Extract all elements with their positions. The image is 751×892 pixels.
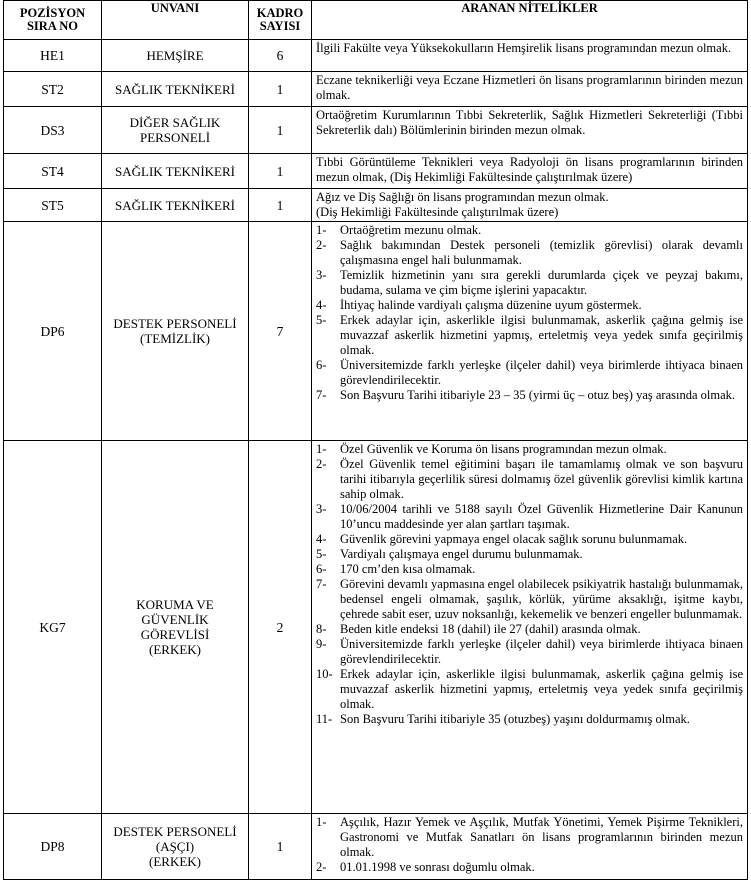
position-title: [102, 441, 249, 814]
requirement-text: Ortaöğretim Kurumlarının Tıbbi Sekreterlik, Sağlık Hizmetleri Sekreterliği (Tıbbi Sekreterlik dalı) Bölümlerinin birinden mezun olmak.: [316, 108, 743, 137]
position-title-line: SAĞLIK TEKNİKERİ: [115, 163, 235, 179]
requirement-item: [316, 298, 743, 313]
position-title: [102, 107, 249, 154]
requirement-item: [316, 562, 743, 577]
position-title: [102, 222, 249, 441]
requirement-number: 7-: [316, 388, 327, 402]
requirement-number: 8-: [316, 622, 327, 636]
requirement-item: [316, 388, 743, 403]
position-code: KG7: [4, 441, 102, 814]
table-row: [4, 189, 748, 222]
requirement-number: 5-: [316, 547, 327, 561]
requirement-item: [316, 547, 743, 562]
header-unvani: UNVANI: [102, 1, 249, 40]
requirement-item-text: Üniversitemizde farklı yerleşke (ilçeler dahil) veya birimlerde ihtiyaca binaen görevlendirilecektir.: [340, 358, 743, 387]
requirement-item-text: Aşçılık, Hazır Yemek ve Aşçılık, Mutfak Yönetimi, Yemek Pişirme Teknikleri, Gastronomi ve Mutfak Sanatları ön lisans programlarının birinden mezun olmak.: [340, 815, 743, 859]
requirement-item: [316, 712, 743, 727]
requirement-text: Ağız ve Diş Sağlığı ön lisans programından mezun olmak.: [316, 190, 609, 204]
requirement-item-text: Üniversitemizde farklı yerleşke (ilçeler dahil) veya birimlerde ihtiyaca binaen görevlendirilecektir.: [340, 637, 743, 666]
position-title-line: HEMŞİRE: [146, 48, 204, 63]
position-title-line: (ERKEK): [149, 642, 201, 657]
position-count: 6: [249, 40, 312, 72]
position-count: 1: [249, 814, 312, 880]
position-title: [102, 72, 249, 107]
table-header-row: [4, 1, 748, 40]
requirement-number: 3-: [316, 268, 327, 282]
requirement-item-text: Erkek adaylar için, askerlikle ilgisi bulunmamak, askerlik çağına gelmiş ise muvazzaf askerlik hizmetini yapmış, erteletmiş veya yedek sınıfa geçirilmiş olmak.: [340, 667, 743, 711]
requirement-number: 7-: [316, 577, 327, 591]
requirement-text: İlgili Fakülte veya Yüksekokulların Hemşirelik lisans programından mezun olmak.: [316, 41, 732, 55]
requirement-number: 9-: [316, 637, 327, 651]
requirements: [312, 222, 748, 441]
requirement-item-text: Özel Güvenlik temel eğitimini başarı ile tamamlamış olmak ve son başvuru tarihi itibarıyla geçerlilik süresi dolmamış özel güvenlik görevlisi kimlik kartına sahip olmak.: [340, 457, 743, 501]
requirement-number: 2-: [316, 457, 327, 471]
requirement-number: 6-: [316, 562, 327, 576]
requirement-item-text: Özel Güvenlik ve Koruma ön lisans programından mezun olmak.: [340, 442, 667, 456]
requirement-number: 1-: [316, 815, 327, 829]
requirement-number: 1-: [316, 442, 327, 456]
requirement-item: [316, 313, 743, 358]
position-title-line: SAĞLIK TEKNİKERİ: [115, 81, 235, 97]
requirements: [312, 72, 748, 107]
position-code: ST2: [4, 72, 102, 107]
requirements: [312, 40, 748, 72]
requirement-number: 2-: [316, 238, 327, 252]
table-body: [4, 40, 748, 880]
position-count: 1: [249, 189, 312, 222]
table-row: [4, 72, 748, 107]
requirement-item-text: Vardiyalı çalışmaya engel durumu bulunmamak.: [340, 547, 583, 561]
requirement-number: 1-: [316, 223, 327, 237]
requirement-text: Eczane teknikerliği veya Eczane Hizmetleri ön lisans programlarının birinden mezun olmak.: [316, 73, 743, 102]
requirement-item: [316, 577, 743, 622]
requirement-item-text: Ortaöğretim mezunu olmak.: [340, 223, 482, 237]
requirement-item: [316, 815, 743, 860]
table-row: [4, 814, 748, 880]
requirement-item-text: Görevini devamlı yapmasına engel olabilecek psikiyatrik hastalığı bulunmamak, bedensel engeli olmamak, şaşılık, körlük, yürüme aksaklığı, işitme kaybı, çehrede sabit eser, uzuv noksanlığı, kekemelik ve benzeri engeller bulunmamak.: [340, 577, 743, 621]
position-title-line: DESTEK PERSONELİ: [113, 316, 237, 331]
position-title-line: (ERKEK): [149, 854, 201, 869]
position-title-line: SAĞLIK TEKNİKERİ: [115, 197, 235, 213]
position-title: [102, 814, 249, 880]
position-code: HE1: [4, 40, 102, 72]
position-code: DS3: [4, 107, 102, 154]
position-count: 2: [249, 441, 312, 814]
position-title-line: GÜVENLİK: [141, 612, 209, 627]
requirement-item-text: İhtiyaç halinde vardiyalı çalışma düzenine uyum göstermek.: [340, 298, 642, 312]
requirement-item-text: Son Başvuru Tarihi itibariyle 23 – 35 (yirmi üç – otuz beş) yaş arasında olmak.: [340, 388, 735, 402]
requirement-item: [316, 358, 743, 388]
position-code: DP8: [4, 814, 102, 880]
requirements: [312, 107, 748, 154]
position-code: ST4: [4, 154, 102, 189]
requirement-item: [316, 622, 743, 637]
requirement-item-text: Güvenlik görevini yapmaya engel olacak sağlık sorunu bulunmamak.: [340, 532, 688, 546]
position-count: 1: [249, 154, 312, 189]
requirement-number: 5-: [316, 313, 327, 327]
requirement-item: [316, 268, 743, 298]
requirement-number: 11-: [316, 712, 333, 726]
requirement-text: Tıbbi Görüntüleme Teknikleri veya Radyoloji ön lisans programlarının birinden mezun olmak, (Diş Hekimliği Fakültesinde çalıştırılmak üzere): [316, 155, 743, 184]
requirement-item: [316, 667, 743, 712]
requirement-number: 10-: [316, 667, 333, 681]
position-count: 1: [249, 107, 312, 154]
header-nitelikler: ARANAN NİTELİKLER: [312, 1, 748, 40]
position-title-line: KORUMA VE: [136, 597, 214, 612]
requirement-item: [316, 860, 743, 875]
header-kadro-sayisi: KADRO SAYISI: [249, 1, 312, 40]
header-sira-no: POZİSYON SIRA NO: [4, 1, 102, 40]
requirement-number: 6-: [316, 358, 327, 372]
requirements: [312, 154, 748, 189]
requirement-text: (Diş Hekimliği Fakültesinde çalıştırılmak üzere): [316, 205, 559, 219]
requirement-item: [316, 223, 743, 238]
requirement-item-text: 01.01.1998 ve sonrası doğumlu olmak.: [340, 860, 535, 874]
requirement-item-text: Son Başvuru Tarihi itibariyle 35 (otuzbeş) yaşını doldurmamış olmak.: [340, 712, 690, 726]
position-code: DP6: [4, 222, 102, 441]
position-title-line: PERSONELİ: [139, 130, 211, 145]
position-title-line: GÖREVLİSİ: [140, 627, 210, 642]
table-row: [4, 222, 748, 441]
requirement-item-text: 170 cm’den kısa olmamak.: [340, 562, 476, 576]
requirements: [312, 814, 748, 880]
document-page: [3, 0, 747, 880]
position-title-line: DİĞER SAĞLIK: [129, 115, 221, 130]
requirement-item-text: Erkek adaylar için, askerlikle ilgisi bulunmamak, askerlik çağına gelmiş ise muvazzaf askerlik hizmetini yapmış, erteletmiş veya yedek sınıfa geçirilmiş olmak.: [340, 313, 743, 357]
requirements: [312, 189, 748, 222]
position-count: 7: [249, 222, 312, 441]
table-row: [4, 40, 748, 72]
requirement-item-text: Sağlık bakımından Destek personeli (temizlik görevlisi) olarak devamlı çalışmasına engel hali bulunmamak.: [340, 238, 743, 267]
requirement-item: [316, 502, 743, 532]
requirement-number: 4-: [316, 532, 327, 546]
requirement-item: [316, 457, 743, 502]
requirement-item: [316, 532, 743, 547]
position-title-line: (AŞÇI): [155, 839, 195, 854]
position-title: [102, 154, 249, 189]
positions-table: [3, 0, 748, 880]
requirements: [312, 441, 748, 814]
table-row: [4, 441, 748, 814]
requirement-number: 4-: [316, 298, 327, 312]
table-row: [4, 154, 748, 189]
requirement-item-text: Beden kitle endeksi 18 (dahil) ile 27 (dahil) arasında olmak.: [340, 622, 641, 636]
requirement-number: 2-: [316, 860, 327, 874]
position-title: [102, 40, 249, 72]
position-title-line: DESTEK PERSONELİ: [113, 824, 237, 839]
position-title: [102, 189, 249, 222]
table-row: [4, 107, 748, 154]
position-count: 1: [249, 72, 312, 107]
requirement-item: [316, 442, 743, 457]
position-code: ST5: [4, 189, 102, 222]
requirement-item: [316, 238, 743, 268]
requirement-item: [316, 637, 743, 667]
requirement-item-text: 10/06/2004 tarihli ve 5188 sayılı Özel Güvenlik Hizmetlerine Dair Kanunun 10’uncu maddesinde yer alan şartları taşımak.: [340, 502, 743, 531]
requirement-number: 3-: [316, 502, 327, 516]
position-title-line: (TEMİZLİK): [139, 331, 211, 346]
requirement-item-text: Temizlik hizmetinin yanı sıra gerekli durumlarda çiçek ve peyzaj bakımı, budama, sulama ve çim biçme işlerini yapacaktır.: [340, 268, 743, 297]
